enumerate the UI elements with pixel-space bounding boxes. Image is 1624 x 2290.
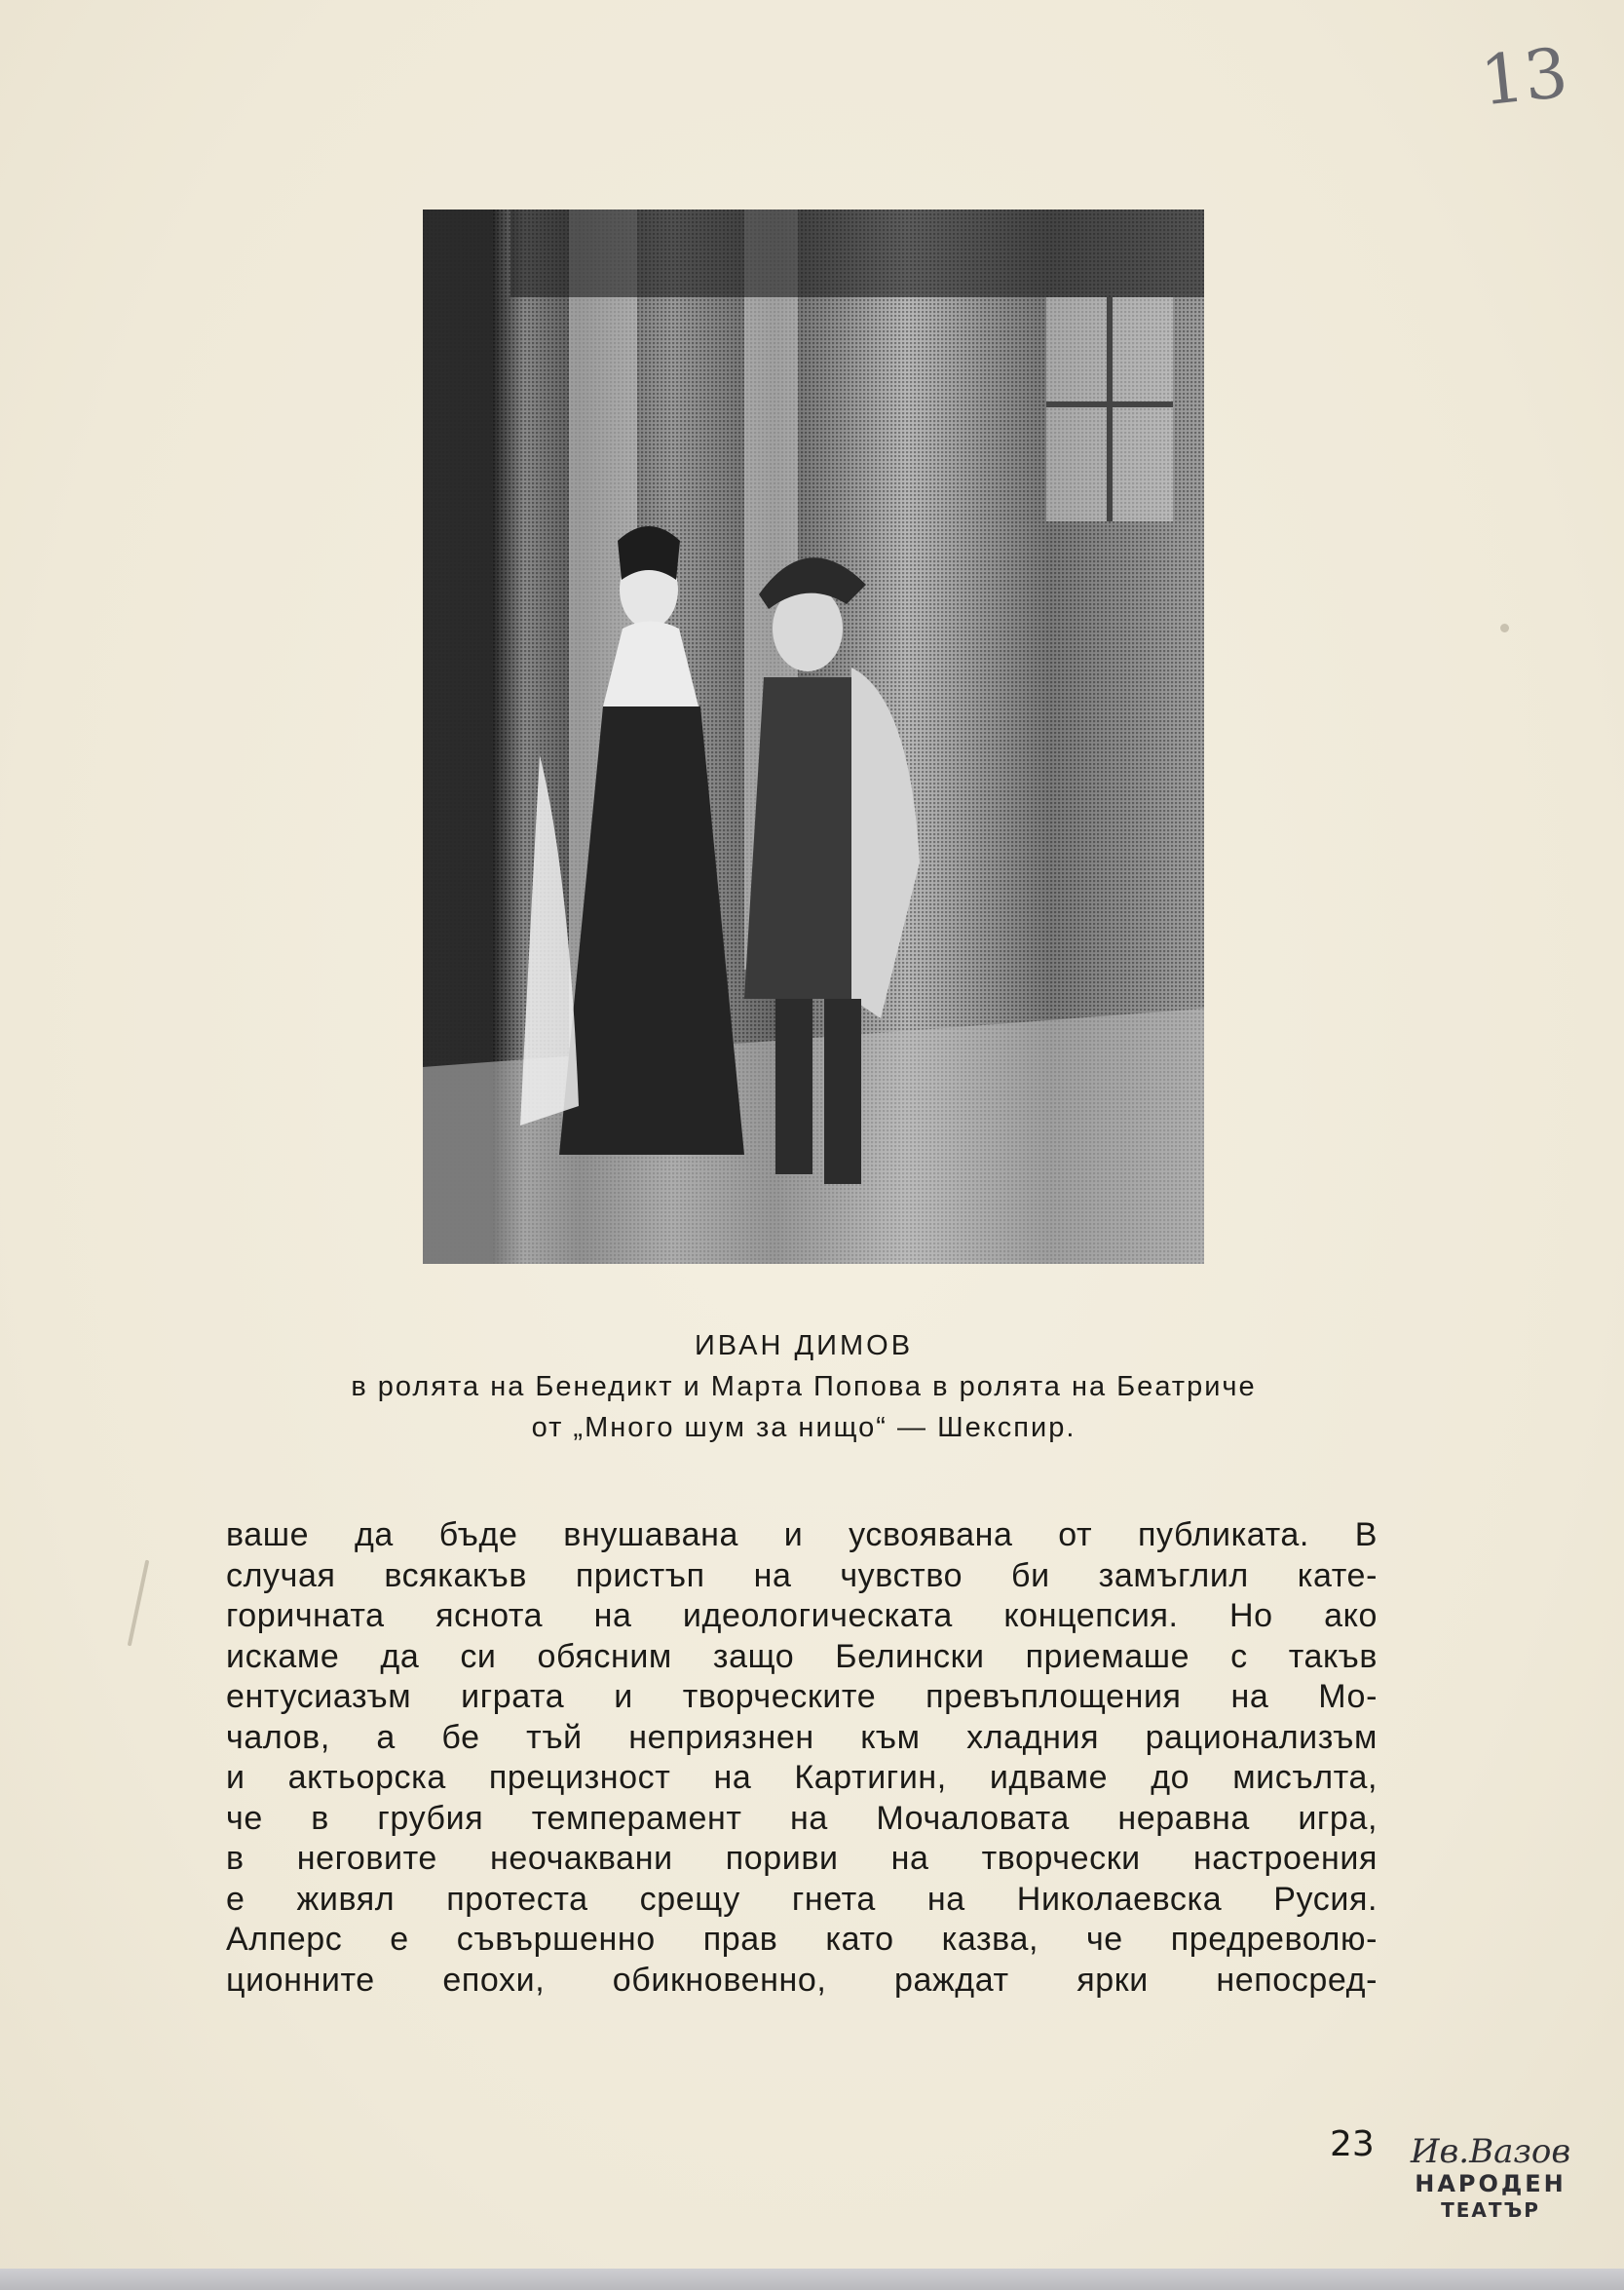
text-line: ентусиазъм играта и творческите превъплощения на Мо-	[226, 1678, 1378, 1715]
photo-icon	[423, 210, 1204, 1264]
text-line: и актьорска прецизност на Картигин, идваме до мисълта,	[226, 1759, 1378, 1796]
production-photo	[423, 210, 1204, 1264]
national-theatre-stamp	[1408, 2134, 1573, 2241]
photo-caption	[224, 1325, 1383, 1448]
archive-number-mark: 13	[1476, 32, 1572, 122]
text-line: искаме да си обясним защо Белински приемаше с такъв	[226, 1637, 1378, 1675]
text-line: ваше да бъде внушавана и усвоявана от публиката. В	[226, 1516, 1378, 1553]
scan-edge	[0, 2269, 1624, 2290]
text-line: че в грубия темперамент на Мочаловата неравна игра,	[226, 1799, 1378, 1837]
text-line: е живял протеста срещу гнета на Николаевска Русия.	[226, 1880, 1378, 1918]
text-line: в неговите неочаквани пориви на творчески настроения	[226, 1840, 1378, 1877]
text-line: Алперс е съвършенно прав като казва, че предреволю-	[226, 1921, 1378, 1958]
caption-line-play: от „Много шум за нищо“ — Шекспир.	[531, 1412, 1076, 1443]
paper-mark	[128, 1560, 150, 1647]
stamp-signature: Ив.Вазов	[1410, 2132, 1571, 2171]
text-line: случая всякакъв пристъп на чувство би замъглил кате-	[226, 1556, 1378, 1594]
caption-actor-name: ИВАН ДИМОВ	[694, 1330, 914, 1361]
text-line: чалов, а бе тъй неприязнен към хладния рационализъм	[226, 1718, 1378, 1756]
text-line: ционните епохи, обикновенно, раждат ярки непосред-	[226, 1961, 1378, 1999]
caption-line-roles: в ролята на Бенедикт и Марта Попова в ролята на Беатриче	[351, 1371, 1257, 1402]
page-number: 23	[1330, 2124, 1375, 2164]
body-text	[226, 1515, 1378, 2001]
stamp-line-2: ТЕАТЪР	[1441, 2198, 1540, 2222]
text-line: горичната яснота на идеологическата концепсия. Но ако	[226, 1597, 1378, 1634]
paper-speck	[1500, 624, 1509, 632]
stamp-line-1: НАРОДЕН	[1415, 2170, 1567, 2197]
